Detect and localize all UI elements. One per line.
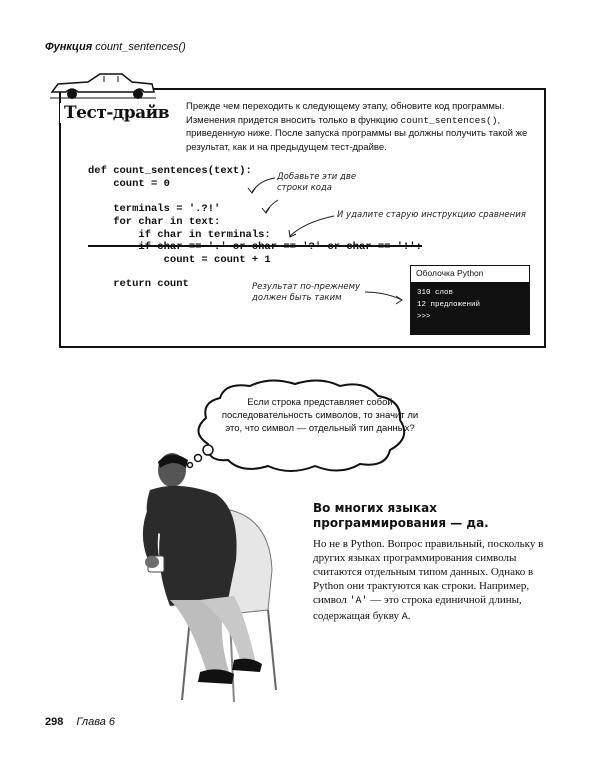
code-line-removed: if char == '.' or char == '?' or char == '!': [88,241,422,253]
code-line-added: terminals = '.?!' [88,203,221,215]
annotation-add-lines: Добавьте эти две строки кода [277,172,357,193]
thought-bubble-text: Если строка представляет собой последовательность символов, то значит ли это, что символ — отдельный тип данных? [221,397,419,434]
code-line: count = count + 1 [88,254,271,266]
header-function-name: count_sentences() [95,41,186,53]
answer-text-end: . [407,610,411,622]
answer-text-before: Но не в Python. Вопрос правильный, поскольку в других языках программирования символы считаются отдельным типом данных. Однако в Python они трактуются как строки. Например, символ [313,538,544,606]
answer-code: 'A' [349,596,368,607]
code-line: count = 0 [88,178,170,190]
code-line: def count_sentences(text): [88,165,252,177]
shell-output-line: 12 предложений [417,301,481,309]
shell-prompt: >>> [417,313,431,321]
chapter-label: Глава 6 [76,716,116,728]
intro-text-before: Прежде чем переходить к следующему этапу, обновите код программы. Изменения придется вносить только в функцию [186,101,505,126]
answer-title: Во многих языках программирования — да. [313,501,489,530]
test-drive-title: Тест-драйв [60,103,173,123]
answer-letter: A [401,612,408,623]
running-header [45,41,186,53]
answer-text-middle: — это строка единичной длины, содержащая букву [313,594,522,622]
page-number: 298 [45,716,64,728]
annotation-remove-old: И удалите старую инструкцию сравнения [337,210,526,220]
python-shell-window [410,265,530,335]
code-line: if char in terminals: [88,229,271,241]
answer-body [313,537,545,625]
car-icon [48,70,158,106]
intro-text-after: , приведенную ниже. После запуска программы вы должны получить такой же результат, как и на предыдущем тест-драйве. [186,114,528,153]
shell-output-line: 310 слов [417,289,454,297]
code-line: return count [88,278,189,290]
intro-code: count_sentences() [400,114,498,126]
page-footer [45,716,115,728]
code-line-added: for char in text: [88,216,221,228]
test-drive-intro [186,100,534,154]
shell-title: Оболочка Python [411,266,529,283]
header-label: Функция [45,41,93,53]
person-photo [130,450,300,715]
annotation-result: Результат по-прежнему должен быть таким [252,282,361,303]
